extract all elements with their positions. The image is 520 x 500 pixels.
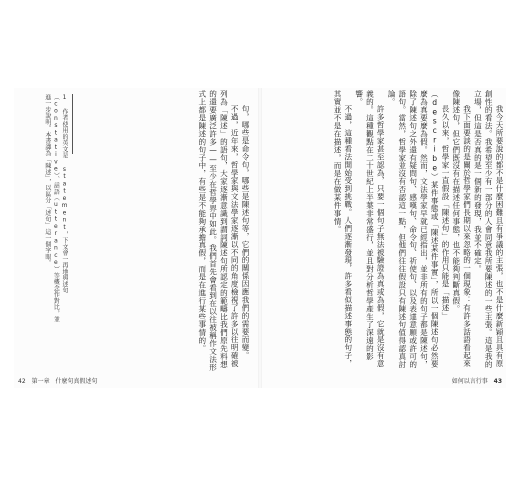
left-page (14, 88, 258, 388)
page-number: 42 (18, 378, 26, 385)
body-paragraph: 長久以來，哲學家一直假設「陳述句」的作用只能是「描述」（describe）某件事態或「陳述某件事實」，所以一個陳述句必然要麼為真要麼為假。然而，文法學家早就已經指出，並非所有的句子都是陳述句，除了陳述句之外還有疑問句、感嘆句、命令句、祈使句、以及表達意願或許可的語句。當然，哲學家並沒有否認這一點，但他們往往假設只有陳述句值得認真討論。 (387, 90, 451, 369)
left-page-body (130, 90, 250, 373)
running-head: 什麼句真假述句 (55, 378, 98, 385)
page-number: 43 (493, 378, 502, 385)
footnote: 1 作者使用的英文是 statement，下文會一再地與述句（constative）、話語（utterance）等概念作對比，並進一步說明。本書譯為「陳述」，以區分「述句」這一個字眼。 (43, 94, 68, 323)
left-page-footer (18, 376, 98, 385)
footnote-rule (72, 94, 73, 154)
right-page (262, 88, 506, 388)
right-page-footer (448, 376, 502, 385)
body-paragraph: 許多哲學家甚至認為，只要一個句子無法被驗證為真或為假，它就是沒有意義的。這種觀點在二十世紀上半葉非常盛行，並且對分析哲學產生了深遠的影響。 (354, 90, 386, 368)
body-paragraph: 我下面要談的是關於哲學家們長期以來忽略的一個現象：有許多話語看起來像陳述句，但它們既沒有在描述任何事態，也不能夠判斷真假。 (451, 90, 472, 368)
body-paragraph: 句，哪些是命令句，哪些是陳述句等，它們的關係因應我們的需要而變。 (241, 105, 250, 360)
right-page-body (274, 90, 504, 373)
body-paragraph: 不過，近年來，哲學家與文法學家逐漸以不同的角度檢視了許多以往明確被列為「陳述」的語句，大家逐漸意識到謂詞陳述句所認定的範疇比我們原先料想的還要廣泛許多——至少在哲學界中如此。我們首先會看到在以往被稱作文法形式上都是陳述的句子中，有些是不能夠承擔真假，而是在進行某些事情的。 (197, 90, 240, 372)
body-paragraph: 我今天所要說的都不是什麼困難且有爭議的主張，也不是什麼新穎且具有原創性的看法。我希望至少有一部分的人會同意我所要陳述的一些主張。這是我的立場，但這是否真的是一個新的發現，我並不確定。 (473, 90, 504, 369)
body-paragraph: 不過，這種看法開始受到挑戰。人們逐漸發現，許多看似描述事態的句子，其實並不是在描述，而是在做某件事情。 (333, 90, 353, 368)
running-head: 如何以言行事 (451, 378, 488, 385)
chapter-label: 第一章 (31, 378, 50, 385)
